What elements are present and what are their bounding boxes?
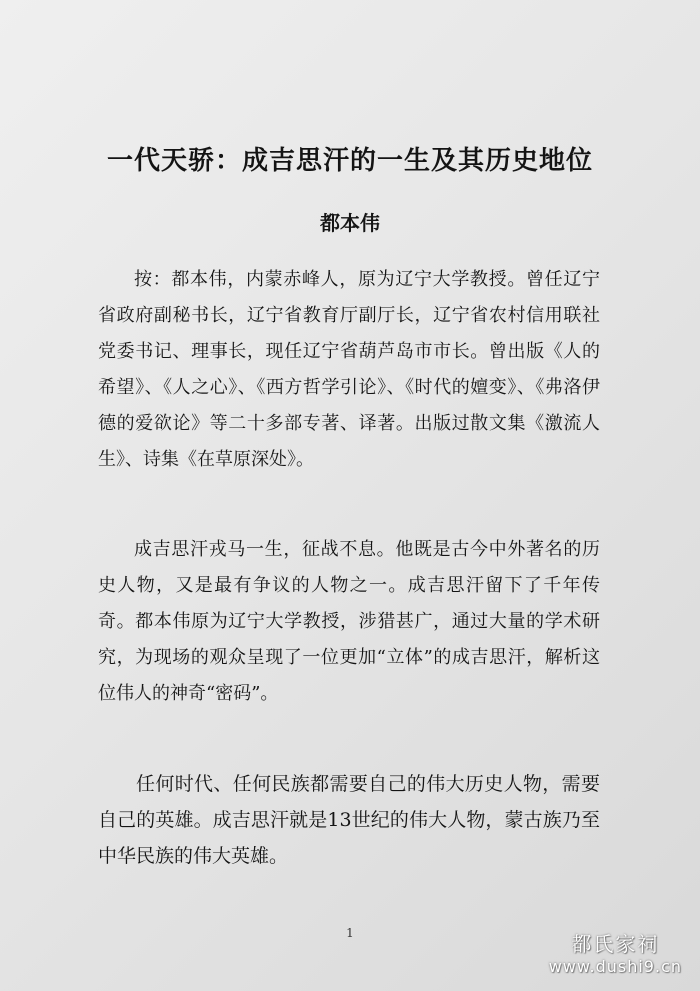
paragraph-hero: 任何时代、任何民族都需要自己的伟大历史人物，需要自己的英雄。成吉思汗就是13世纪的伟大人物，蒙古族乃至中华民族的伟大英雄。	[98, 773, 600, 867]
watermark-name: 都氏家祠	[571, 932, 660, 956]
page-number: 1	[346, 926, 354, 940]
site-watermark	[549, 932, 682, 978]
watermark-url: www.dushi9.cn	[548, 957, 682, 976]
document-title: 一代天骄：成吉思汗的一生及其历史地位	[106, 146, 593, 176]
paragraph-author-note: 按：都本伟，内蒙赤峰人，原为辽宁大学教授。曾任辽宁省政府副秘书长，辽宁省教育厅副厅长，辽宁省农村信用联社党委书记、理事长，现任辽宁省葫芦岛市市长。曾出版《人的希望》、《人之心》、《西方哲学引论》、《时代的嬗变》、《弗洛伊德的爱欲论》等二十多部专著、译著。出版过散文集《激流人生》、诗集《在草原深处》。	[98, 269, 600, 470]
document-author: 都本伟	[320, 211, 380, 235]
paragraph-introduction: 成吉思汗戎马一生，征战不息。他既是古今中外著名的历史人物，又是最有争议的人物之一。成吉思汗留下了千年传奇。都本伟原为辽宁大学教授，涉猎甚广，通过大量的学术研究，为现场的观众呈现了一位更加“立体”的成吉思汗，解析这位伟人的神奇“密码”。	[98, 539, 600, 704]
